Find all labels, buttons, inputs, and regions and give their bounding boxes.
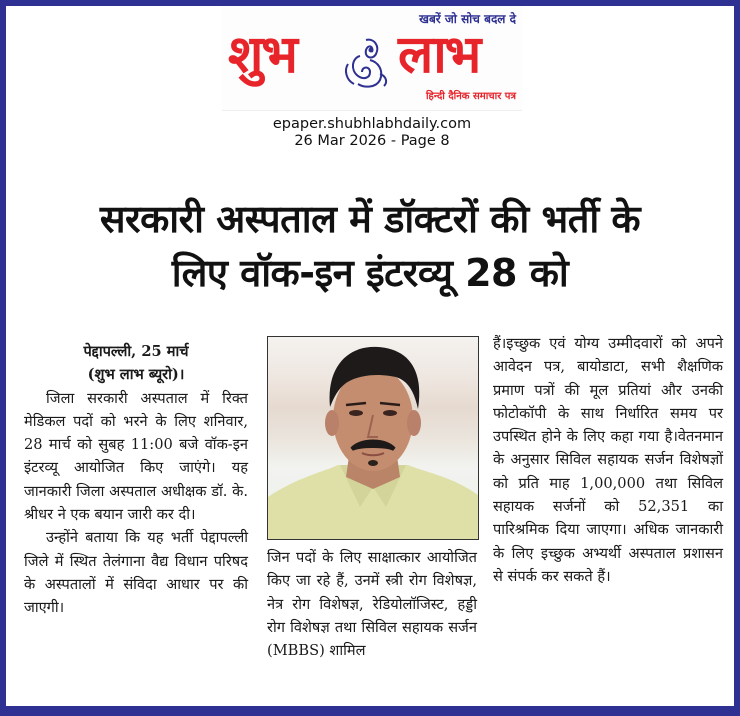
portrait-image	[268, 337, 478, 539]
dateline-bureau: (शुभ लाभ ब्यूरो)।	[87, 366, 185, 384]
article-paragraph: उन्होंने बताया कि यह भर्ती पेद्दापल्ली जिले में स्थित तेलंगाना वैद्य विधान परिषद के अस्पतालों में संविदा आधार पर की जाएगी।	[24, 529, 248, 617]
article-headline	[10, 192, 730, 300]
article-paragraph: जिन पदों के लिए साक्षात्कार आयोजित किए जा रहे हैं, उनमें स्त्री रोग विशेषज्ञ, नेत्र रोग विशेषज्ञ, रेडियोलॉजिस्ट, हड्डी रोग विशेषज्ञ तथा सिविल सहायक सर्जन (MBBS) शामिल	[267, 549, 477, 660]
source-url: epaper.shubhlabhdaily.com	[272, 116, 472, 132]
logo-text-shubh: शुभ	[228, 25, 296, 85]
article-column-1	[24, 340, 248, 620]
logo-text-labh: लाभ	[398, 25, 480, 85]
masthead-subtagline: हिन्दी दैनिक समाचार पत्र	[425, 91, 516, 102]
article-paragraph: हैं।इच्छुक एवं योग्य उम्मीदवारों को अपने आवेदन पत्र, बायोडाटा, सभी शैक्षणिक प्रमाण पत्रों की मूल प्रतियां और उनकी फोटोकॉपी के साथ निर्धारित समय पर उपस्थित होने के लिए कहा गया है।वेतनमान के अनुसार सिविल सहायक सर्जन विशेषज्ञों को प्रति माह 1,00,000 तथा सिविल सहायक सर्जनों को 52,351 का पारिश्रमिक दिया जाएगा। अधिक जानकारी के लिए इच्छुक अभ्यर्थी अस्पताल प्रशासन से संपर्क कर सकते हैं।	[493, 335, 723, 585]
source-date-page: 26 Mar 2026 - Page 8	[294, 133, 450, 149]
article-column-3	[493, 332, 723, 588]
dateline-place-date: पेद्दापल्ली, 25 मार्च	[83, 343, 189, 360]
source-info	[222, 116, 522, 150]
headline-line-2: लिए वॉक-इन इंटरव्यू 28 को	[171, 251, 569, 295]
masthead-logo	[222, 6, 522, 111]
article-photo	[267, 336, 479, 540]
article-paragraph: जिला सरकारी अस्पताल में रिक्त मेडिकल पदों को भरने के लिए शनिवार, 28 मार्च को सुबह 11:00 बजे वॉक-इन इंटरव्यू आयोजित किए जाएंगे। यह जानकारी जिला अस्पताल अधीक्षक डॉ. के. श्रीधर ने एक बयान जारी कर दी।	[24, 389, 248, 524]
epaper-page	[6, 6, 734, 706]
article-column-2	[267, 546, 477, 662]
ganesha-emblem-icon	[340, 34, 392, 90]
masthead-tagline: खबरें जो सोच बदल दे	[419, 12, 516, 26]
headline-line-1: सरकारी अस्पताल में डॉक्टरों की भर्ती के	[99, 197, 641, 241]
